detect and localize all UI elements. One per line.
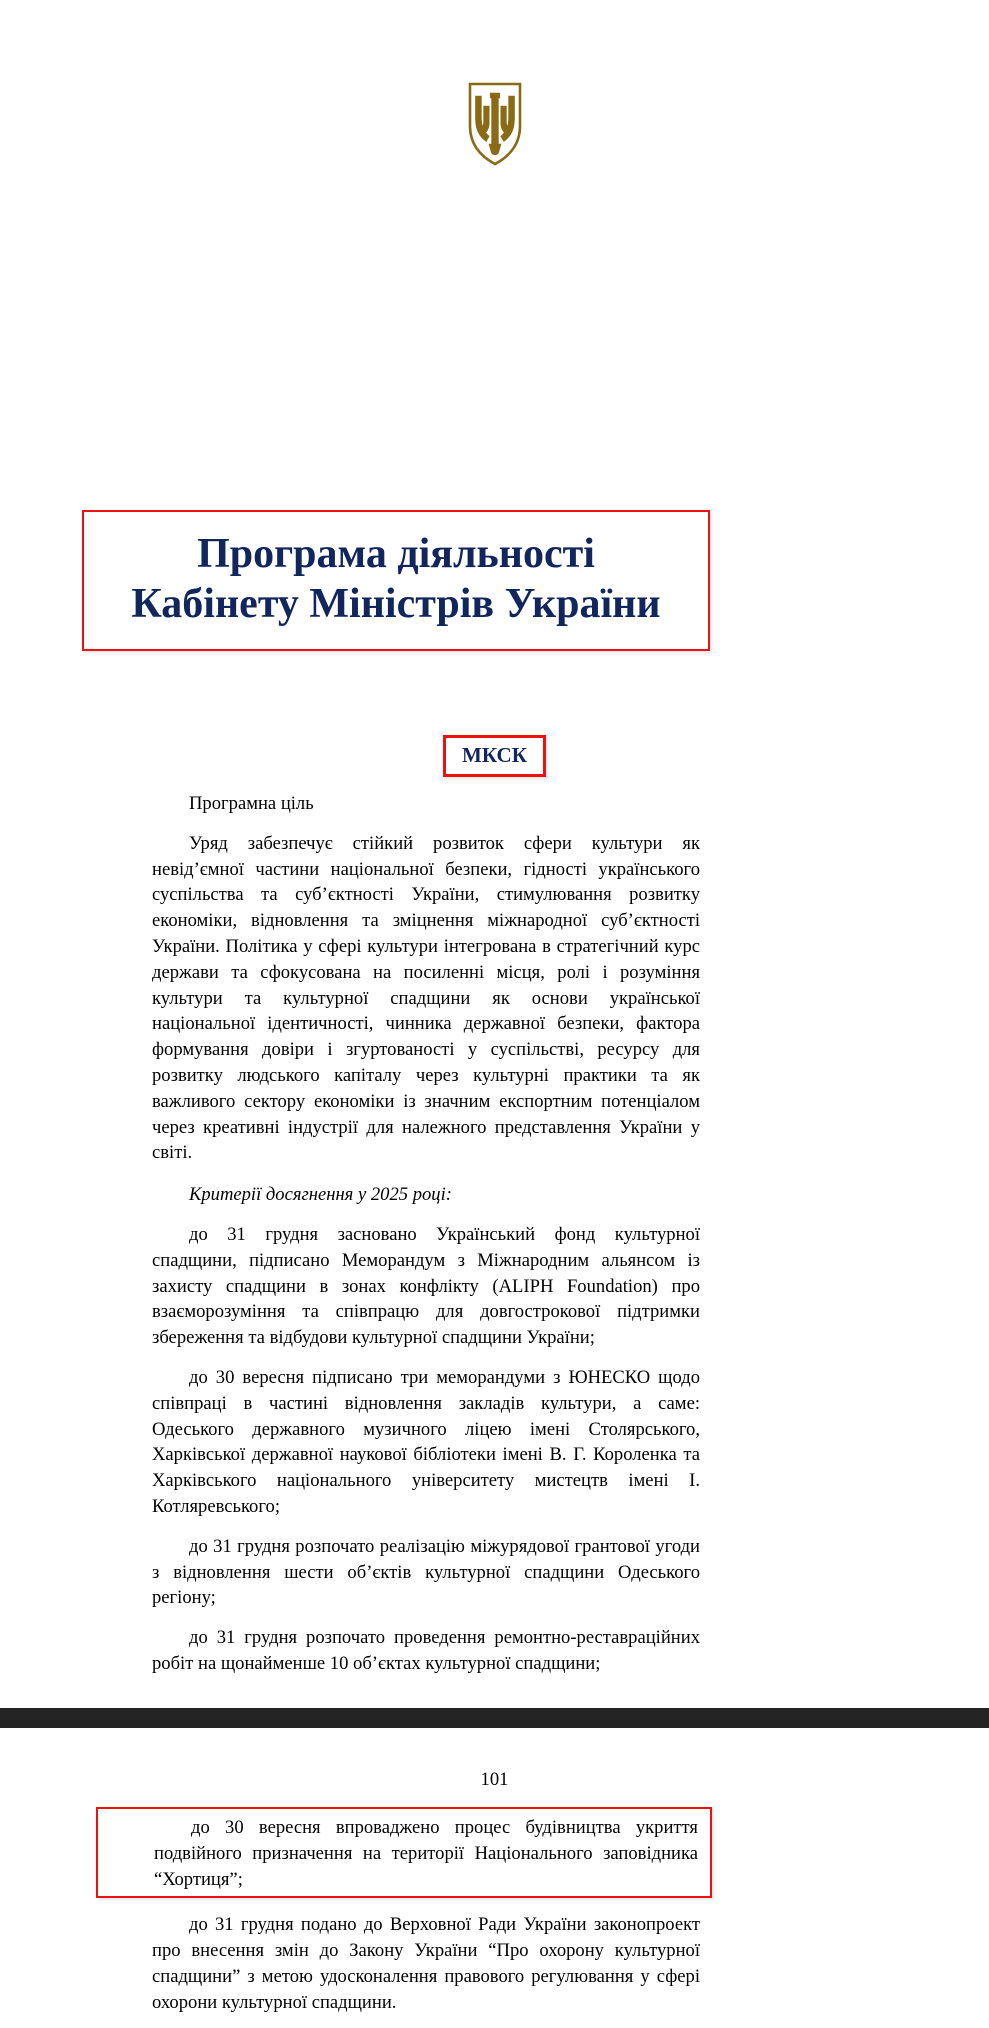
criteria-item-2: до 30 вересня підписано три меморандуми з ЮНЕСКО щодо співпраці в частині відновлення закладів культури, а саме: Одеського державного музичного ліцею імені Столярського, Харківської державної наукової бібліотеки імені В. Г. Короленка та Харківського національного університету мистецтв імені І. Котляревського;	[152, 1366, 700, 1517]
section-badge-container	[0, 735, 989, 777]
document-title-box	[82, 510, 710, 651]
criteria-item-3: до 31 грудня розпочато реалізацію міжурядової грантової угоди з відновлення шести об’єктів культурної спадщини Одеського регіону;	[152, 1535, 700, 1609]
mksk-badge: МКСК	[443, 735, 546, 777]
closing-paragraph: до 31 грудня подано до Верховної Ради України законопроект про внесення змін до Закону України “Про охорону культурної спадщини” з метою удосконалення правового регулювання у сфері охорони культурної спадщини.	[152, 1914, 700, 2013]
criteria-heading: Критерії досягнення у 2025 році:	[189, 1184, 452, 1206]
highlighted-paragraph-box	[96, 1807, 712, 1898]
highlighted-paragraph: до 30 вересня впроваджено процес будівництва укриття подвійного призначення на території Національного заповідника “Хортиця”;	[154, 1817, 698, 1890]
page-title-line-1: Програма діяльності	[197, 531, 595, 577]
ukraine-trident-icon	[466, 82, 524, 166]
criteria-item-4: до 31 грудня розпочато проведення ремонтно-реставраційних робіт на щонайменше 10 об’єктах культурної спадщини;	[152, 1627, 700, 1674]
page-title-line-2: Кабінету Міністрів України	[131, 580, 661, 627]
document-body-lower	[152, 1807, 700, 2016]
body-paragraph-intro: Уряд забезпечує стійкий розвиток сфери культури як невід’ємної частини національної безпеки, гідності українського суспільства та суб’єктності України, стимулювання розвитку економіки, відновлення та зміцнення міжнародної суб’єктності України. Політика у сфері культури інтегрована в стратегічний курс держави та сфокусована на посиленні місця, ролі і розуміння культури та культурної спадщини як основи української національної ідентичності, чинника державної безпеки, фактора формування довіри і згуртованості у суспільстві, ресурсу для розвитку людського капіталу через культурні практики та як важливого сектору економіки із значним експортним потенціалом через креативні індустрії для належного представлення України у світі.	[152, 832, 700, 1164]
page-separator-bar	[0, 1708, 989, 1728]
page-number: 101	[480, 1769, 509, 1790]
section-heading: Програмна ціль	[189, 793, 314, 814]
criteria-item-1: до 31 грудня засновано Український фонд культурної спадщини, підписано Меморандум з Міжнародним альянсом із захисту спадщини в зонах конфлікту (ALIPH Foundation) про взаєморозуміння та співпрацю для довгострокової підтримки збереження та відбудови культурної спадщини України;	[152, 1223, 700, 1349]
coat-of-arms-container	[0, 82, 989, 171]
document-body-upper	[152, 791, 700, 1677]
